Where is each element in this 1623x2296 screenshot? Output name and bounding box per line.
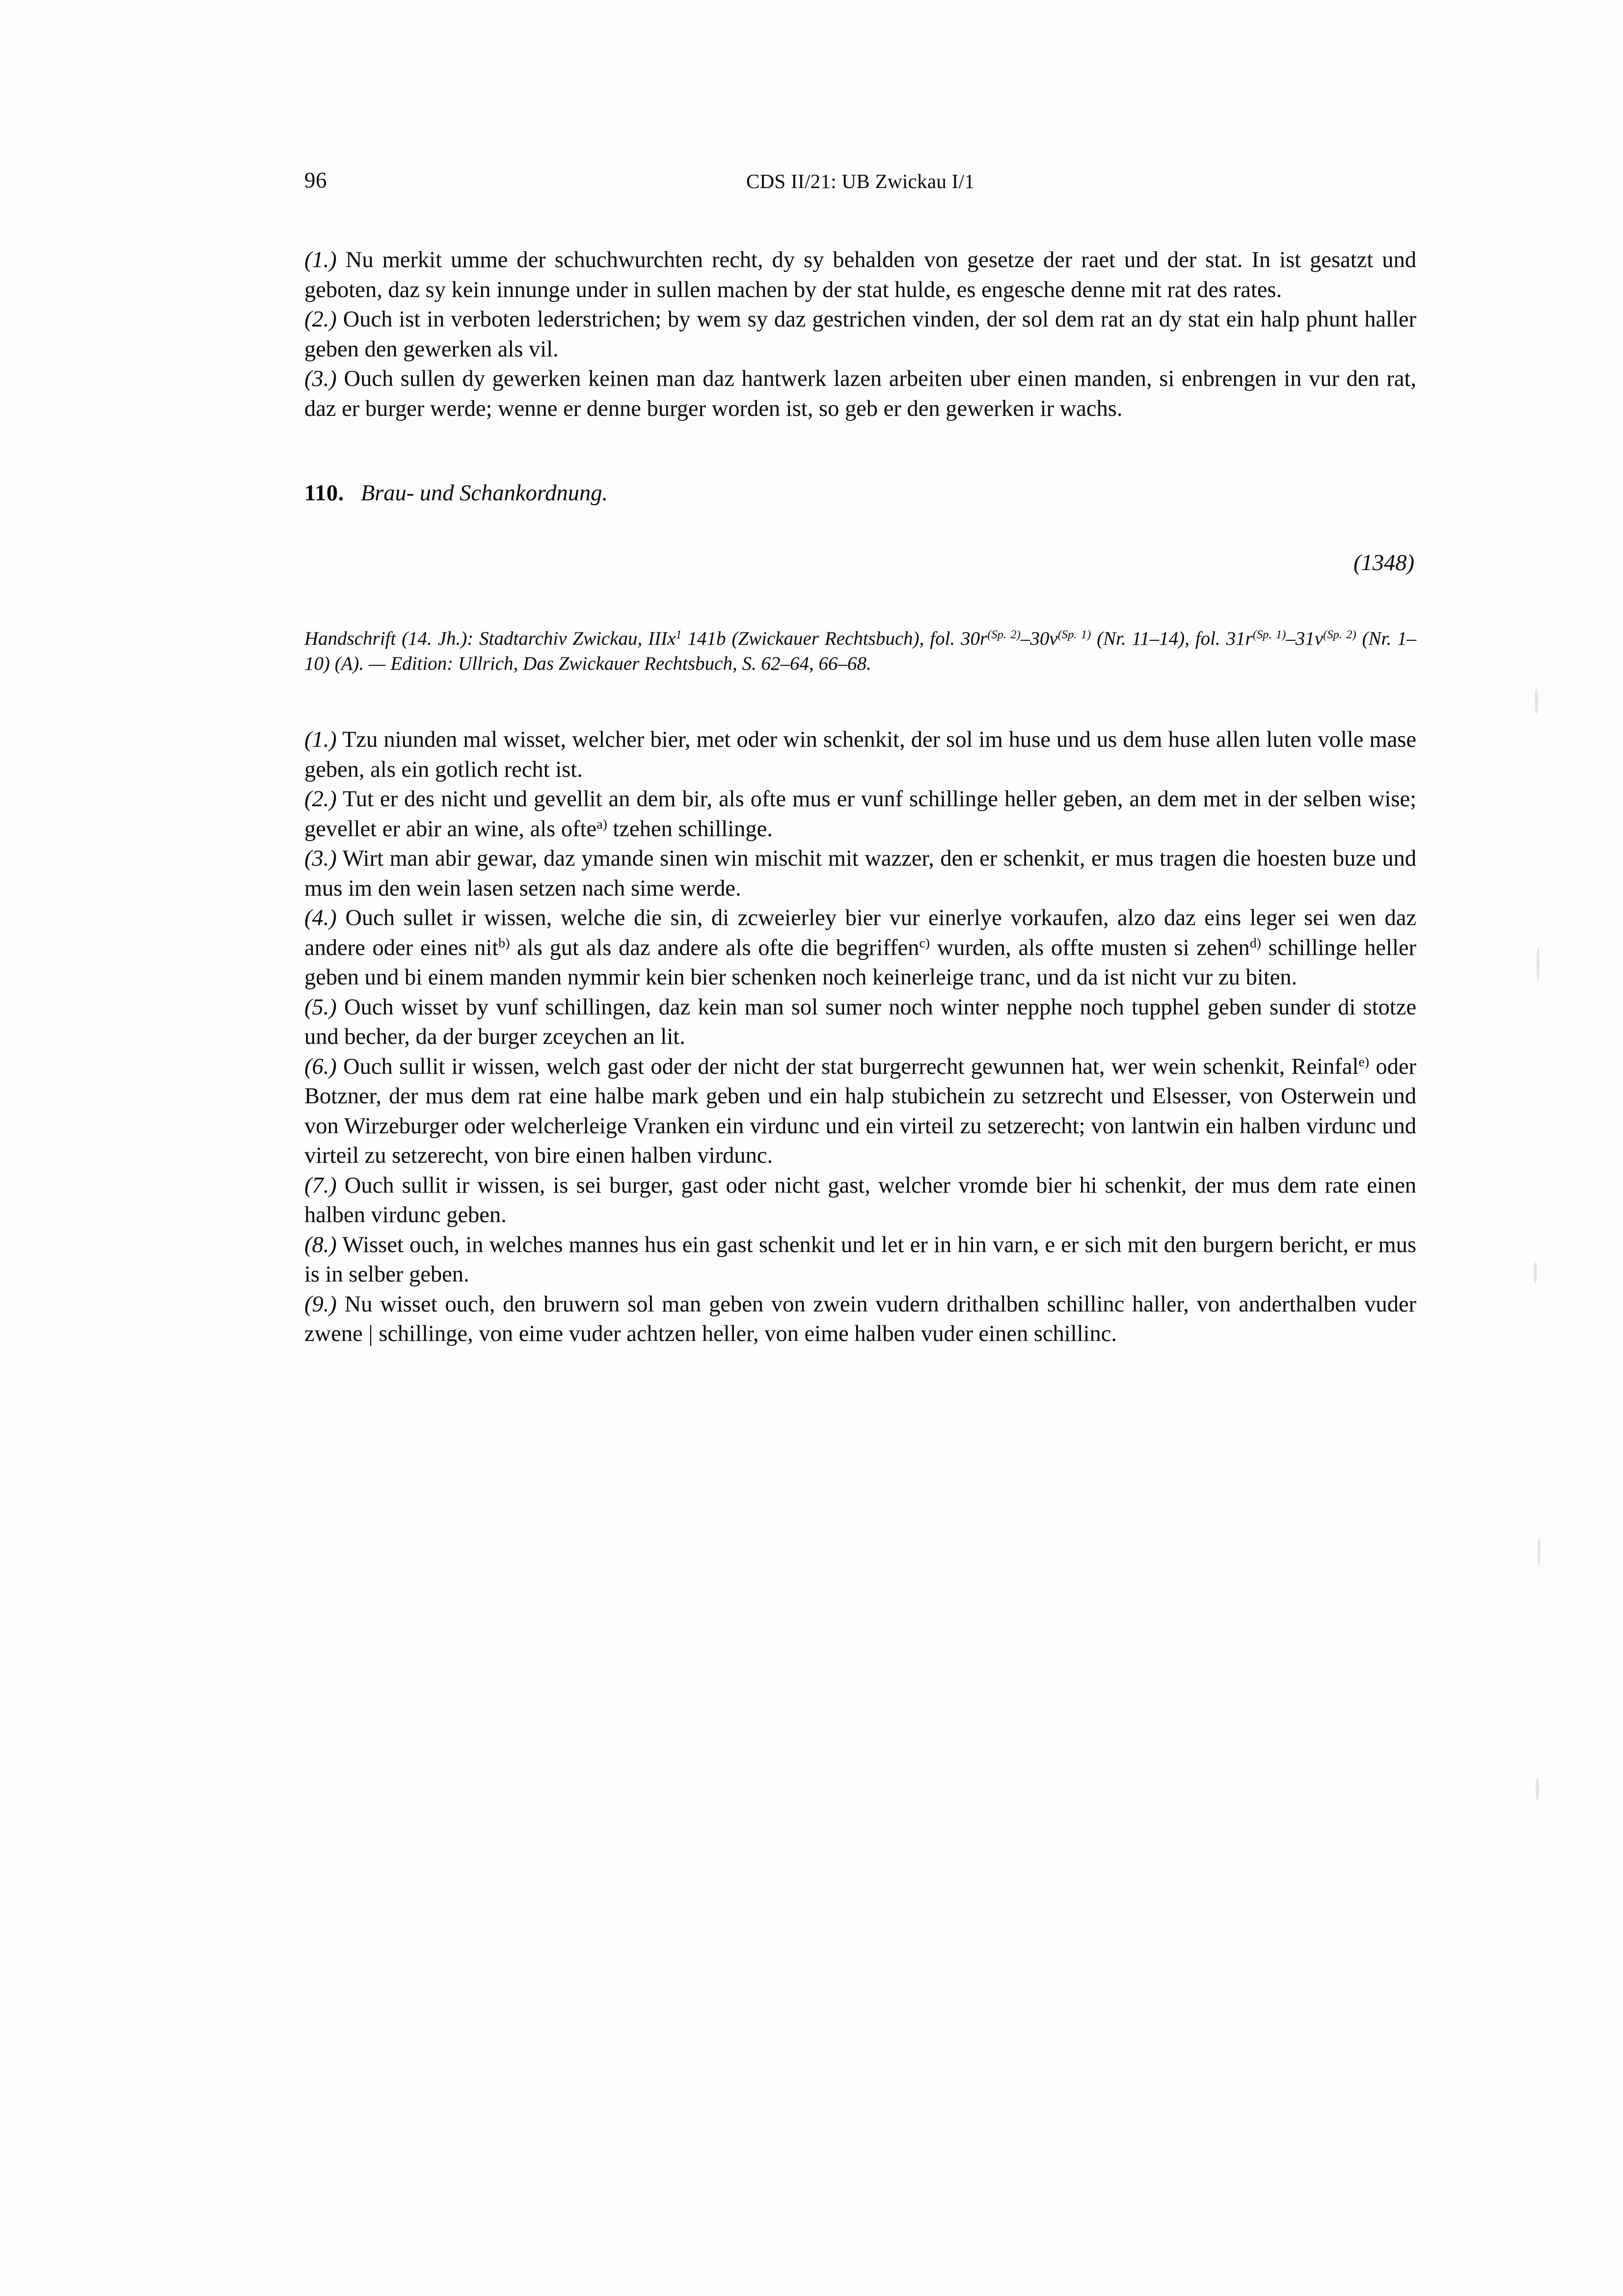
paragraph-text: Tut er des nicht und gevellit an dem bir, als ofte mus er vunf schillinge heller geben, an dem met in der selben wise; gevellet er abir an wine, als ofte <box>304 787 1416 842</box>
paragraph-text: Ouch sullen dy gewerken keinen man daz hantwerk lazen arbeiten uber einen manden, si enbrengen in vur den rat, daz er burger werde; wenne er denne burger worden ist, so geb er den gewerken ir wachs. <box>304 366 1416 421</box>
paragraph-text: Wisset ouch, in welches mannes hus ein gast schenkit und let er in hin varn, e er sich mit den burgern bericht, er mus is in selber geben. <box>304 1232 1416 1287</box>
paragraph-text: schillinge, von eime vuder achtzen heller, von eime halben vuder einen schillinc. <box>373 1321 1117 1346</box>
page-number: 96 <box>304 168 327 192</box>
paragraph-text: tzehen schillinge. <box>607 816 773 842</box>
paragraph-marker: (3.) <box>304 846 337 871</box>
paragraph-marker: (7.) <box>304 1173 337 1198</box>
scan-speckle <box>1536 1777 1539 1801</box>
footnote-marker: c) <box>919 935 930 951</box>
paragraph-2 <box>304 785 1416 844</box>
source-note-part-3: –30v <box>1020 628 1058 649</box>
paragraph-text: oder Botzner, der mus dem rat eine halbe mark geben und ein halp stubichein zu setzrecht und Elsesser, von Osterwein und von Wirzeburger oder welcherleige Vranken ein virdunc und ein virteil zu setzerecht; von lantwin ein halben virdunc und virteil zu setzerecht, von bire einen halben virdunc. <box>304 1054 1417 1168</box>
paragraph-marker: (1.) <box>304 247 337 273</box>
paragraph-text: als gut als daz andere als ofte die begriffen <box>510 935 920 960</box>
running-title: CDS II/21: UB Zwickau I/1 <box>746 170 975 192</box>
footnote-marker: a) <box>596 817 607 832</box>
paragraph-9 <box>304 1290 1416 1349</box>
paragraph-6 <box>304 1052 1416 1171</box>
source-note-part-2: 141b (Zwickauer Rechtsbuch), fol. 30r <box>681 628 988 649</box>
paragraph-text: Ouch sullit ir wissen, is sei burger, gast oder nicht gast, welcher vromde bier hi schenkit, der mus dem rate einen halben virdunc geben. <box>304 1173 1416 1228</box>
source-note-part-4: (Nr. 11–14), fol. 31r <box>1091 628 1253 649</box>
footnote-marker: b) <box>498 935 510 951</box>
section-title: Brau- und Schankordnung. <box>360 481 608 506</box>
paragraph-7 <box>304 1171 1416 1230</box>
paragraph-3 <box>304 844 1416 903</box>
footnote-marker: d) <box>1249 935 1261 951</box>
paragraph-text: Nu merkit umme der schuchwurchten recht, dy sy behalden von gesetze der raet und der stat. In ist gesatzt und geboten, daz sy kein innunge under in sullen machen by der stat hulde, es engesche denne mit rat des rates. <box>304 247 1416 302</box>
dateline: (1348) <box>1353 550 1414 575</box>
paragraph-marker: (9.) <box>304 1291 337 1317</box>
paragraph-marker: (1.) <box>304 727 337 752</box>
paragraph-text: Wirt man abir gewar, daz ymande sinen win mischit mit wazzer, den er schenkit, er mus tragen die hoesten buze und mus im den wein lasen setzen nach sime werde. <box>304 846 1416 901</box>
paragraph-text: Nu wisset ouch, den bruwern sol man geben von zwein vudern drithalben schillinc haller, von anderthalben vuder zwene <box>304 1291 1416 1346</box>
scan-speckle <box>1535 688 1538 714</box>
column-break-mark: | <box>368 1321 373 1346</box>
paragraph-text: Ouch sullit ir wissen, welch gast oder der nicht der stat burgerrecht gewunnen hat, wer wein schenkit, Reinfal <box>336 1054 1359 1079</box>
scan-speckle <box>1537 948 1540 982</box>
paragraph-5 <box>304 993 1416 1052</box>
source-note-part-1: Handschrift (14. Jh.): Stadtarchiv Zwickau, IIIx <box>304 628 676 649</box>
section-number: 110. <box>304 481 344 506</box>
paragraph-text: Tzu niunden mal wisset, welcher bier, met oder win schenkit, der sol im huse und us dem huse allen luten volle mase geben, als ein gotlich recht ist. <box>304 727 1416 782</box>
source-note <box>304 578 1416 676</box>
source-note-part-5: –31v <box>1286 628 1324 649</box>
section-heading <box>304 424 1416 508</box>
source-note-sup-3: (Sp. 1) <box>1057 628 1091 642</box>
running-head <box>304 169 1416 199</box>
paragraph-marker: (4.) <box>304 905 337 930</box>
paragraph-prev-3 <box>304 364 1416 424</box>
source-note-sup-1: 1 <box>676 628 682 642</box>
paragraph-1 <box>304 725 1416 785</box>
paragraph-marker: (6.) <box>304 1054 337 1079</box>
paragraph-text: wurden, als offte musten si zehen <box>930 935 1250 960</box>
paragraph-text: Ouch ist in verboten lederstrichen; by wem sy daz gestrichen vinden, der sol dem rat an dy stat ein halp phunt haller geben den gewerken als vil. <box>304 307 1416 362</box>
paragraph-8 <box>304 1230 1416 1290</box>
scan-speckle <box>1538 1537 1541 1566</box>
source-note-sup-5: (Sp. 2) <box>1323 628 1356 642</box>
paragraph-text: Ouch sullet ir wissen, welche die sin, di zcweierley bier vur einerlye vorkaufen, alzo daz eins leger sei wen daz andere oder eines nit <box>304 905 1416 960</box>
scan-speckle <box>1534 1262 1537 1284</box>
footnote-marker: e) <box>1358 1054 1370 1070</box>
text-column <box>304 246 1416 1349</box>
paragraph-prev-2 <box>304 305 1416 364</box>
paragraph-4 <box>304 903 1416 993</box>
source-note-sup-2: (Sp. 2) <box>987 628 1021 642</box>
source-note-sup-4: (Sp. 1) <box>1252 628 1286 642</box>
source-note-part-6: (Nr. 1–10) (A). — Edition: Ullrich, Das Zwickauer Rechtsbuch, S. 62–64, 66–68. <box>304 628 1417 674</box>
article-body <box>304 676 1416 1349</box>
paragraph-text: Ouch wisset by vunf schillingen, daz kein man sol sumer noch winter nepphe noch tupphel geben sunder di stotze und becher, da der burger zceychen an lit. <box>304 994 1416 1049</box>
paragraph-marker: (2.) <box>304 787 337 812</box>
paragraph-text: schillinge heller geben und bi einem manden nymmir kein bier schenken noch keinerleige tranc, und da ist nicht vur zu biten. <box>304 935 1416 990</box>
paragraph-marker: (2.) <box>304 307 337 332</box>
paragraph-marker: (8.) <box>304 1232 337 1257</box>
paragraph-marker: (5.) <box>304 994 337 1020</box>
paragraph-marker: (3.) <box>304 366 337 391</box>
paragraph-prev-1 <box>304 246 1416 305</box>
